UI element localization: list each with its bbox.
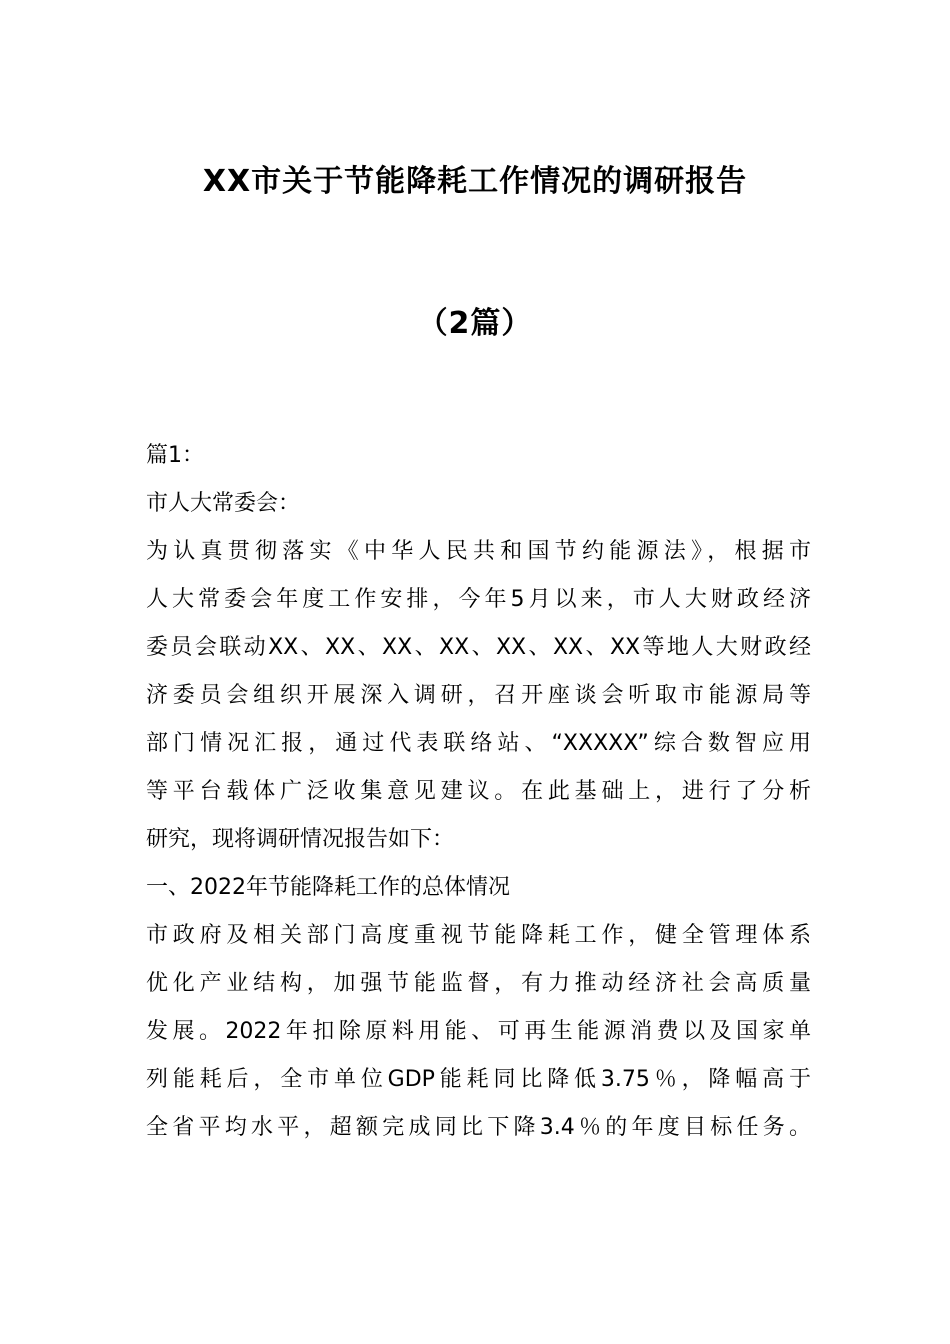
body-line: 济委员会组织开展深入调研，召开座谈会听取市能源局等: [146, 683, 811, 708]
body-line: 发展。2022年扣除原料用能、可再生能源消费以及国家单: [146, 1019, 811, 1044]
body-line: 研究，现将调研情况报告如下：: [146, 827, 455, 852]
salutation: 市人大常委会：: [146, 491, 301, 516]
document-body: [146, 432, 811, 1152]
body-line: 等平台载体广泛收集意见建议。在此基础上，进行了分析: [146, 779, 811, 804]
body-line: 全省平均水平，超额完成同比下降3.4％的年度目标任务。: [146, 1115, 811, 1140]
body-line: 人大常委会年度工作安排，今年5月以来，市人大财政经济: [146, 587, 811, 612]
body-line: 市政府及相关部门高度重视节能降耗工作，健全管理体系: [146, 923, 811, 948]
body-line: 部门情况汇报，通过代表联络站、“XXXXX”综合数智应用: [146, 731, 811, 756]
document-title: XX市关于节能降耗工作情况的调研报告: [202, 164, 748, 199]
body-line: 为认真贯彻落实《中华人民共和国节约能源法》，根据市: [146, 539, 811, 564]
section-label: 篇1：: [146, 443, 204, 468]
section-heading: 一、2022年节能降耗工作的总体情况: [146, 875, 510, 900]
document-subtitle: （2篇）: [417, 306, 533, 341]
body-line: 委员会联动XX、XX、XX、XX、XX、XX、XX等地人大财政经: [146, 635, 811, 660]
body-line: 列能耗后，全市单位GDP能耗同比降低3.75％，降幅高于: [146, 1067, 811, 1092]
body-line: 优化产业结构，加强节能监督，有力推动经济社会高质量: [146, 971, 811, 996]
